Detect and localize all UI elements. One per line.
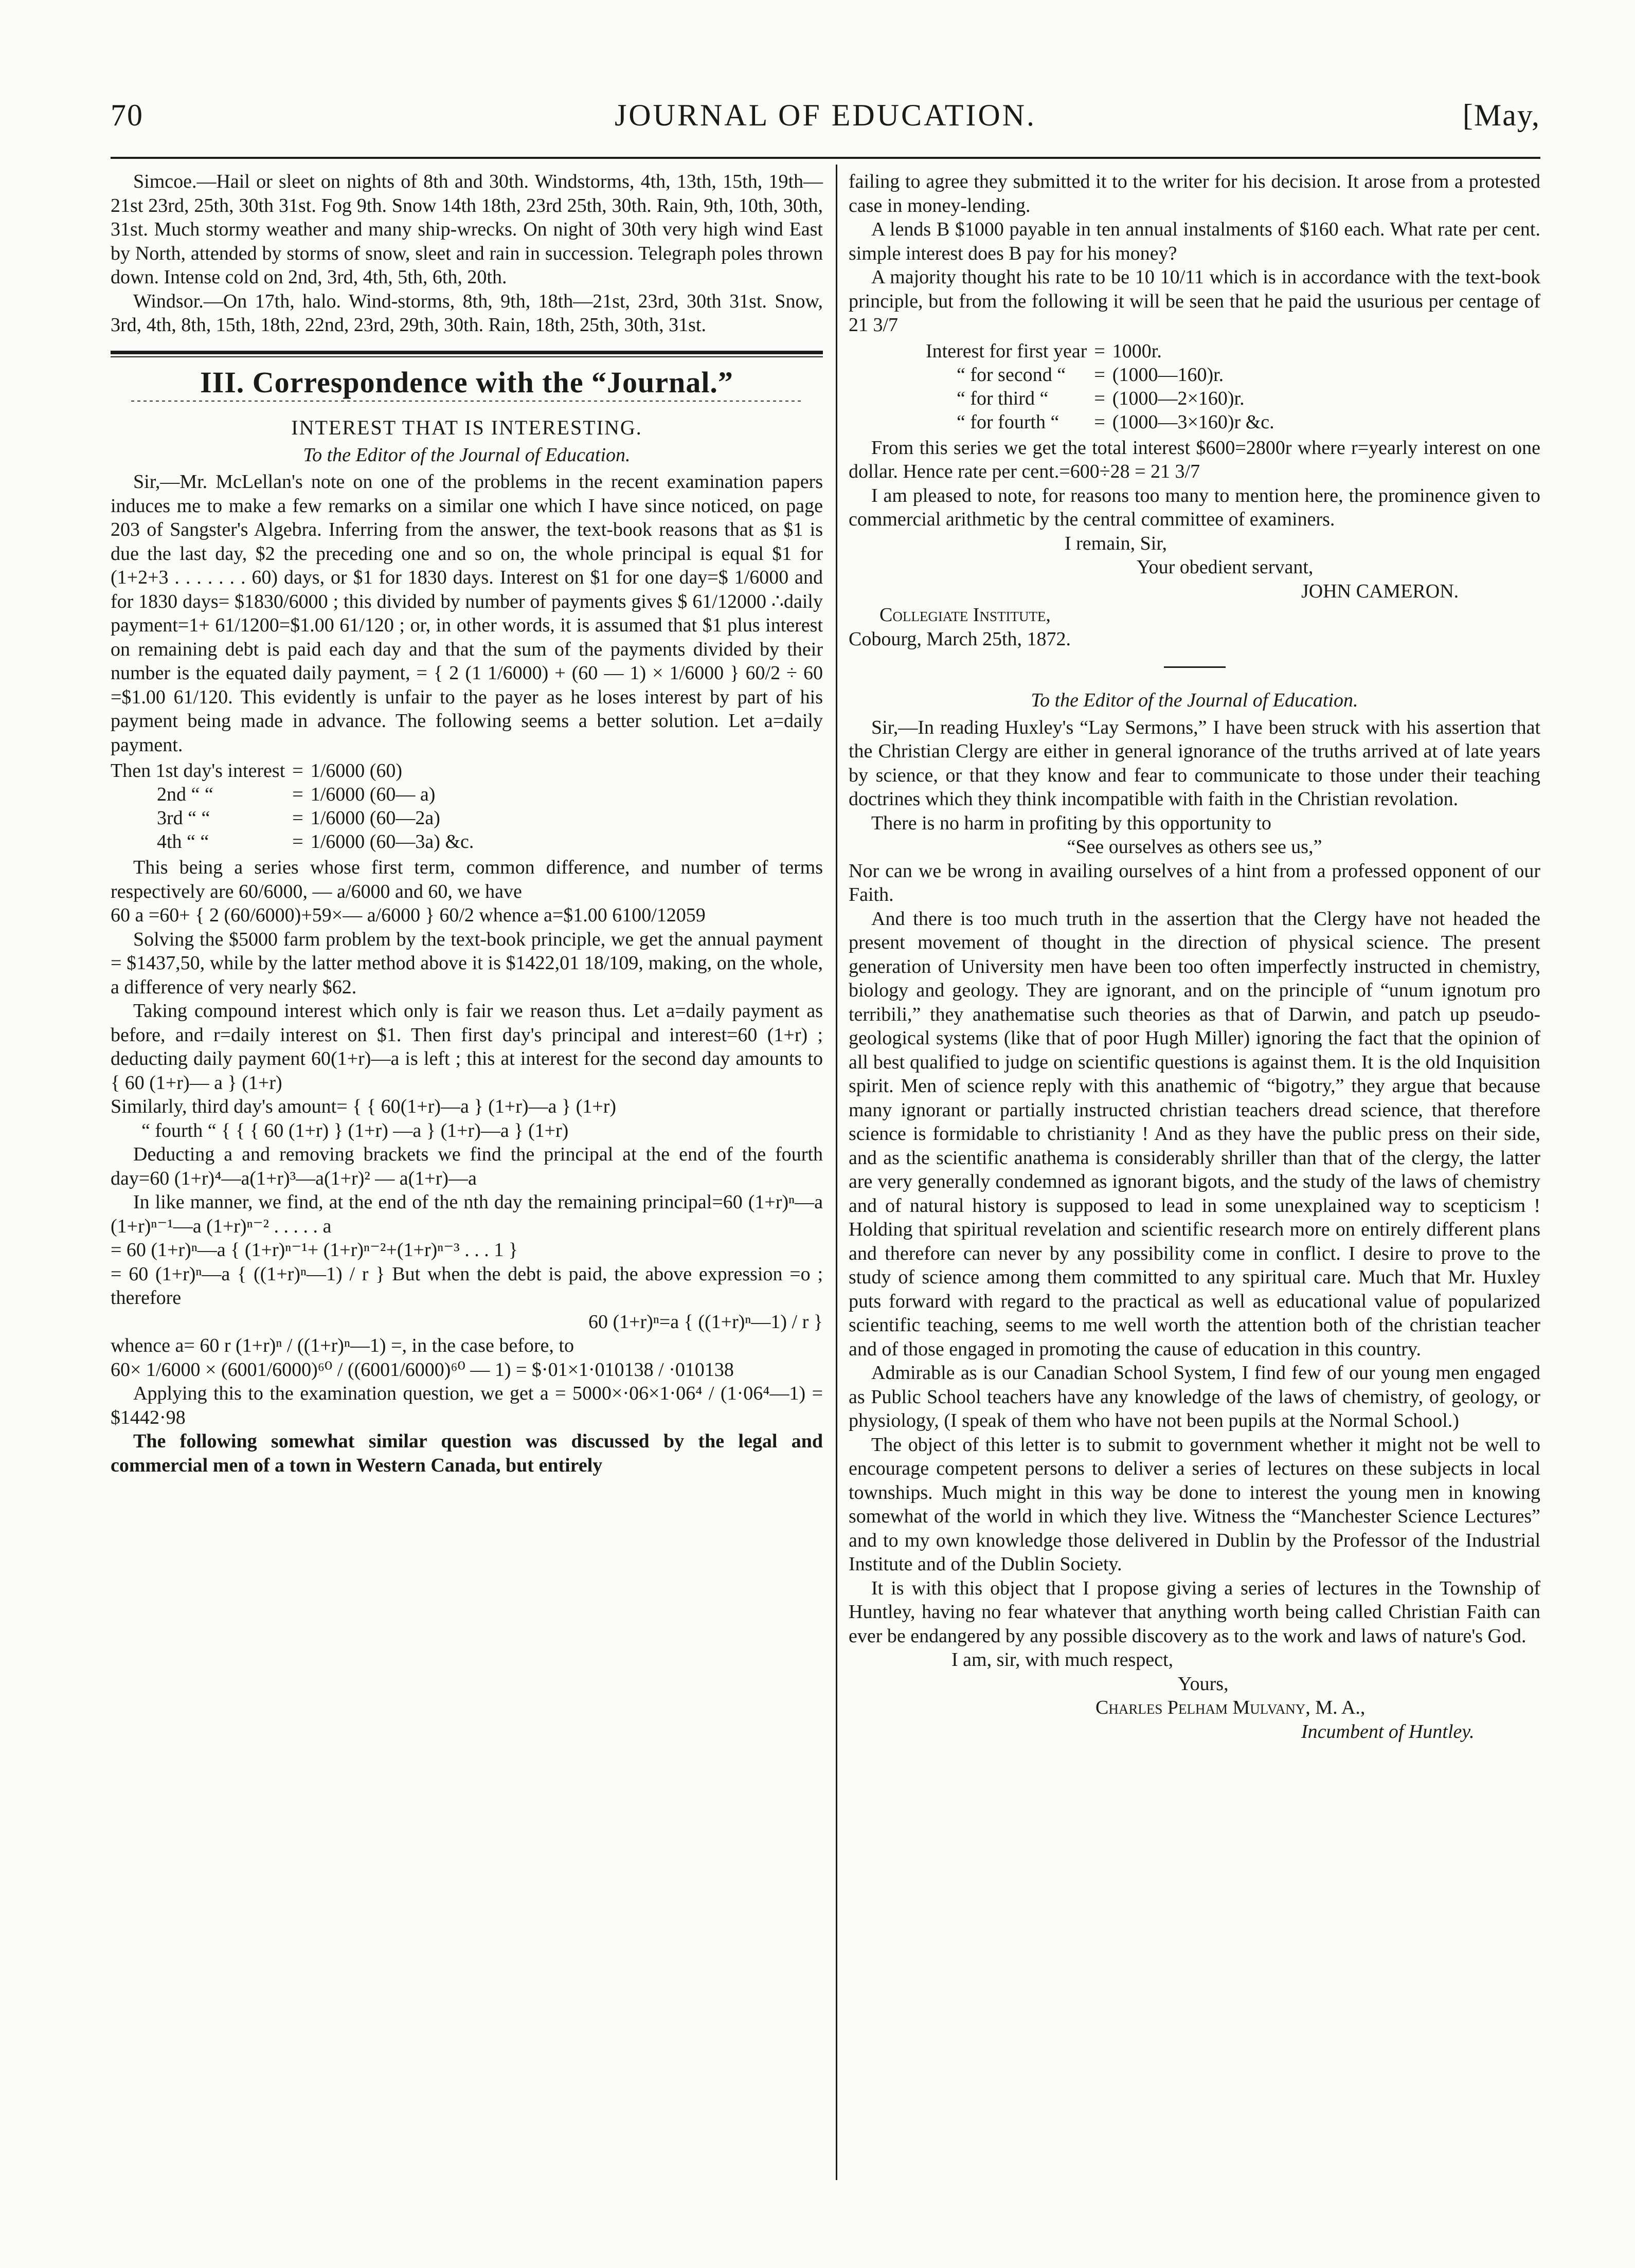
table-row — [111, 830, 481, 854]
weather-simcoe: Simcoe.—Hail or sleet on nights of 8th and 30th. Windstorms, 4th, 13th, 15th, 19th—21st 23rd, 25th, 30th 31st. Fog 9th. Snow 14th 18th, 23rd 25th, 30th. Rain, 9th, 10th, 30th, 31st. Much stormy weather and many ship-wrecks. On night of 30th very high wind East by North, attended by storms of snow, sleet and rain in succession. Telegraph poles thrown down. Intense cold on 2nd, 3rd, 4th, 5th, 6th, 20th. — [111, 171, 823, 288]
equation-1: 60 a =60+ { 2 (60/6000)+59×— a/6000 } 60/2 whence a=$1.00 6100/12059 — [111, 904, 706, 926]
section-title: III. Correspondence with the “Journal.” — [200, 365, 733, 399]
table-row — [926, 339, 1282, 363]
left-column — [111, 170, 823, 1477]
series-total: From this series we get the total interest $600=2800r where r=yearly interest on one dollar. Hence rate per cent.=600÷28 = 21 3/7 — [849, 437, 1540, 482]
row-label: 2nd “ “ — [157, 784, 213, 805]
row-eq: = — [1094, 387, 1105, 409]
section-rule-thin — [111, 356, 823, 357]
row-eq: = — [292, 831, 303, 852]
row-eq: = — [292, 760, 303, 782]
letter1-continued: failing to agree they submitted it to the writer for his decision. It arose from a protested case in money-lending. — [849, 171, 1540, 216]
letter1-paragraph-4: Taking compound interest which only is fair we reason thus. Let a=daily payment as before, and r=daily interest on $1. Then first day's principal and interest=60 (1+r) ; deducting daily payment 60(1+r)—a is left ; this at interest for the second day amounts to { 60 (1+r)— a } (1+r) — [111, 1000, 823, 1094]
signer-title: Incumbent of Huntley. — [1301, 1720, 1475, 1743]
letter2-paragraph-2: There is no harm in profiting by this opportunity to — [871, 812, 1271, 834]
row-value: 1/6000 (60—3a) &c. — [310, 831, 474, 852]
letter1-paragraph-3: Solving the $5000 farm problem by the text-book principle, we get the annual payment = $1437,50, while by the latter method above it is $1422,01 18/109, making, on the whole, a difference of very nearly $62. — [111, 928, 823, 998]
row-label: “ for third “ — [957, 387, 1049, 409]
page-header — [111, 98, 1540, 144]
majority-opinion: A majority thought his rate to be 10 10/11 which is in accordance with the text-book principle, but from the following it will be seen that he paid the usurious per centage of 21 3/7 — [849, 266, 1540, 336]
table-row — [926, 387, 1282, 410]
letter1-paragraph-6: In like manner, we find, at the end of the nth day the remaining principal=60 (1+r)ⁿ—a (1+r)ⁿ⁻¹—a (1+r)ⁿ⁻² . . . . . a — [111, 1191, 823, 1237]
table-row — [111, 759, 481, 783]
table-row — [926, 363, 1282, 387]
row-eq: = — [1094, 411, 1105, 433]
row-eq: = — [292, 784, 303, 805]
letter2-paragraph-5: Admirable as is our Canadian School System, I find few of our young men engaged as Public School teachers have any knowledge of the laws of chemistry, of geology, or physiology, (I speak of them who have not been pupils at the Normal School.) — [849, 1362, 1540, 1431]
row-eq: = — [1094, 364, 1105, 386]
section-wavy-rule — [131, 401, 802, 402]
letter1-paragraph-8: The following somewhat similar question was discussed by the legal and commercial men of a town in Western Canada, but entirely — [111, 1430, 823, 1476]
page-number: 70 — [111, 98, 143, 132]
letter2-paragraph-6: The object of this letter is to submit to government whether it might not be well to encourage competent persons to deliver a series of lectures on these subjects in local townships. Much might in this way be done to interest the young men in knowing somewhat of the world in which they live. Witness the “Manchester Science Lectures” and to my own knowledge those delivered in Dublin by the Professor of the Industrial Institute and of the Dublin Society. — [849, 1434, 1540, 1575]
closing-remain: I remain, Sir, — [1065, 532, 1167, 554]
letter2-paragraph-7: It is with this object that I propose giving a series of lectures in the Township of Huntley, having no fear whatever that anything worth being called Christian Faith can ever be endangered by any possible discovery as to the work and laws of nature's God. — [849, 1577, 1540, 1647]
letter1-paragraph-1: Sir,—Mr. McLellan's note on one of the problems in the recent examination papers induces me to make a few remarks on a similar one which I have since noticed, on page 203 of Sangster's Algebra. Inferring from the answer, the text-book reasons that as $1 is due the last day, $2 the preceding one and so on, the whole principal is equal $1 for (1+2+3 . . . . . . . 60) days, or $1 for 1830 days. Interest on $1 for one day=$ 1/6000 and for 1830 days= $1830/6000 ; this divided by number of payments gives $ 61/12000 ∴daily payment=1+ 61/1200=$1.00 61/120 ; or, in other words, it is assumed that $1 plus interest on remaining debt is paid each day and that the sum of the payments divided by their number is the equated daily payment, = { 2 (1 1/6000) + (60 — 1) × 1/6000 } 60/2 ÷ 60 =$1.00 61/120. This evidently is unfair to the payer as he loses interest by part of his payment being made in advance. The following seems a better solution. Let a=daily payment. — [111, 471, 823, 756]
equation-2: Similarly, third day's amount= { { 60(1+r)—a } (1+r)—a } (1+r) — [111, 1096, 617, 1117]
issue-month: [May, — [1462, 98, 1540, 132]
row-label: 3rd “ “ — [157, 807, 210, 829]
daily-interest-table — [111, 759, 481, 854]
row-label: Then 1st day's interest — [111, 760, 285, 782]
journal-title: JOURNAL OF EDUCATION. — [614, 98, 1037, 132]
letter2-paragraph-3: Nor can we be wrong in availing ourselves of a hint from a professed opponent of our Faith. — [849, 860, 1540, 905]
equation-7: whence a= 60 r (1+r)ⁿ / ((1+r)ⁿ—1) =, in the case before, to — [111, 1335, 574, 1356]
row-label: Interest for first year — [926, 340, 1087, 362]
signer-cameron: JOHN CAMERON. — [1301, 580, 1459, 602]
right-column — [849, 170, 1540, 1744]
letter1-paragraph-7: Applying this to the examination question, we get a = 5000×·06×1·06⁴ / (1·06⁴—1) = $1442·98 — [111, 1383, 823, 1428]
row-value: 1000r. — [1112, 340, 1162, 362]
row-value: 1/6000 (60—2a) — [310, 807, 440, 829]
row-value: 1/6000 (60— a) — [310, 784, 436, 805]
row-eq: = — [292, 807, 303, 829]
article-title: INTEREST THAT IS INTERESTING. — [291, 416, 642, 439]
row-label: 4th “ “ — [157, 831, 209, 852]
table-row — [111, 783, 481, 806]
row-value: (1000—3×160)r &c. — [1112, 411, 1274, 433]
column-divider — [836, 165, 837, 2180]
letter2-paragraph-1: Sir,—In reading Huxley's “Lay Sermons,” I have been struck with his assertion that the Christian Clergy are either in general ignorance of the truths arrived at of late years by science, or that they know and fear to communicate to those under their teaching doctrines which they think incompatible with faith in the Christian revolation. — [849, 716, 1540, 810]
yearly-interest-table — [926, 339, 1282, 434]
equation-6: 60 (1+r)ⁿ=a { ((1+r)ⁿ—1) / r } — [588, 1311, 823, 1333]
table-row — [926, 410, 1282, 434]
address-line-2: Cobourg, March 25th, 1872. — [849, 628, 1071, 650]
row-label: “ for fourth “ — [957, 411, 1059, 433]
equation-8: 60× 1/6000 × (6001/6000)⁶⁰ / ((6001/6000)⁶⁰ — 1) = $·01×1·010138 / ·010138 — [111, 1358, 734, 1381]
commercial-note: I am pleased to note, for reasons too many to mention here, the prominence given to commercial arithmetic by the central committee of examiners. — [849, 484, 1540, 530]
row-eq: = — [1094, 340, 1105, 362]
letter1-paragraph-2: This being a series whose first term, common difference, and number of terms respectively are 60/6000, — a/6000 and 60, we have — [111, 857, 823, 902]
equation-5: = 60 (1+r)ⁿ—a { ((1+r)ⁿ—1) / r } But when the debt is paid, the above expression =o ; therefore — [111, 1263, 823, 1309]
letter-separator — [1164, 666, 1226, 668]
table-row — [111, 806, 481, 830]
weather-windsor: Windsor.—On 17th, halo. Wind-storms, 8th, 9th, 18th—21st, 23rd, 30th 31st. Snow, 3rd, 4th, 8th, 15th, 18th, 22nd, 23rd, 29th, 30th. Rain, 18th, 25th, 30th, 31st. — [111, 290, 823, 336]
to-editor-line-2: To the Editor of the Journal of Education. — [1031, 690, 1358, 711]
letter1-paragraph-5: Deducting a and removing brackets we find the principal at the end of the fourth day=60 (1+r)⁴—a(1+r)³—a(1+r)² — a(1+r)—a — [111, 1144, 823, 1189]
signer-mulvany: Charles Pelham Mulvany, M. A., — [1095, 1697, 1366, 1718]
row-value: (1000—2×160)r. — [1112, 387, 1245, 409]
equation-4: = 60 (1+r)ⁿ—a { (1+r)ⁿ⁻¹+ (1+r)ⁿ⁻²+(1+r)ⁿ⁻³ . . . 1 } — [111, 1239, 518, 1261]
burns-quote: “See ourselves as others see us,” — [1067, 836, 1322, 858]
header-rule — [111, 157, 1540, 159]
letter2-paragraph-4: And there is too much truth in the assertion that the Clergy have not headed the present movement of thought in the direction of physical science. The present generation of University men have been too often imperfectly instructed in chemistry, biology and geology. They are ignorant, and on the principle of “unum ignotum pro terribili,” they anathematise such theories as that of Darwin, and patch up pseudo-geological systems (like that of poor Hugh Miller) ignoring the fact that the opinion of all best qualified to judge on scientific questions is against them. It is the old Inquisition spirit. Men of science reply with this anathemic of “bigotry,” they argue that because many ignorant or partially instructed christian teachers dread science, that therefore science is formidable to christianity ! And as they have the public press on their side, and as the scientific anathema is considerably shriller than that of the clergy, the latter are very generally condemned as ignorant bigots, and the study of the laws of chemistry and of natural history is supposed to lead in some unexplained way to scepticism ! Holding that spiritual revelation and scientific research more on entirely different plans and therefore can never by any possibility come in conflict. I desire to prove to the study of science among them committed to any spiritual care. Much that Mr. Huxley puts forward with regard to the practical as well as educational value of popularized scientific teaching, seems to me well worth the attention both of the christian teacher and of those engaged in promoting the cause of education in this country. — [849, 908, 1540, 1360]
row-label: “ for second “ — [957, 364, 1066, 386]
closing-yours: Yours, — [1178, 1673, 1229, 1695]
address-line-1: Collegiate Institute, — [879, 604, 1051, 626]
to-editor-line: To the Editor of the Journal of Education. — [303, 444, 631, 466]
equation-3: “ fourth “ { { { 60 (1+r) } (1+r) —a } (1+r)—a } (1+r) — [141, 1119, 569, 1141]
closing-obedient: Your obedient servant, — [1137, 556, 1314, 578]
loan-question: A lends B $1000 payable in ten annual instalments of $160 each. What rate per cent. simple interest does B pay for his money? — [849, 219, 1540, 264]
closing-respect: I am, sir, with much respect, — [951, 1649, 1174, 1671]
row-value: (1000—160)r. — [1112, 364, 1224, 386]
section-rule-heavy — [111, 351, 823, 354]
row-value: 1/6000 (60) — [310, 760, 403, 782]
